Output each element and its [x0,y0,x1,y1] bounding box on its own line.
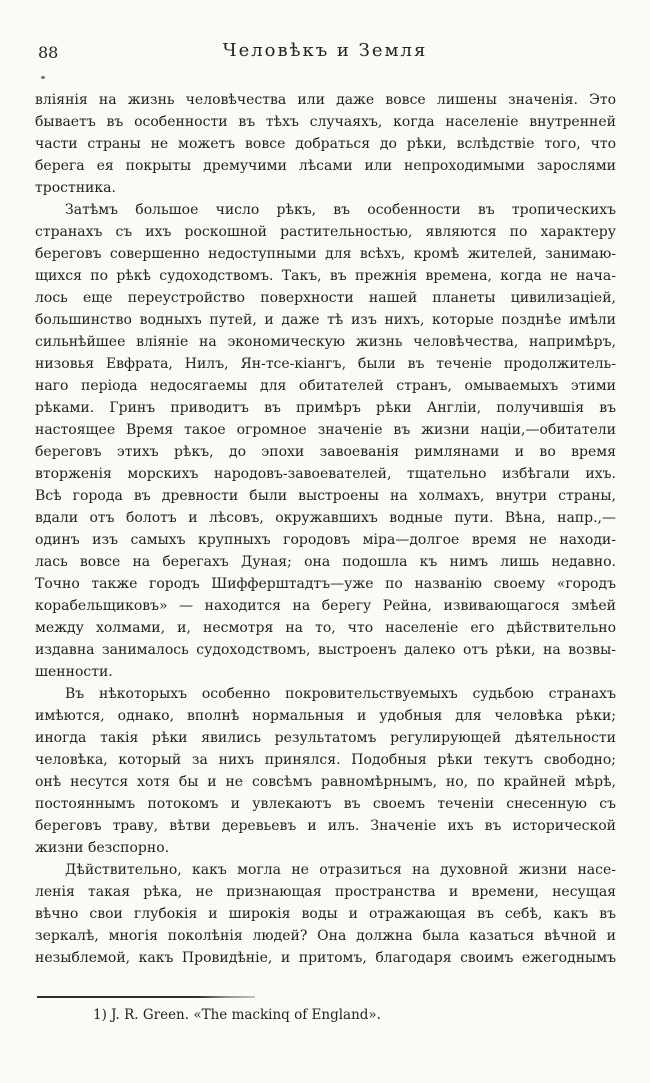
text-line: низовья Евфрата, Нилъ, Ян-тсе-кіангъ, были въ теченіе продолжитель- [35,356,616,372]
text-line: щихся по рѣкѣ судоходствомъ. Такъ, въ прежнія времена, когда не нача- [35,268,616,284]
text-line: бываетъ въ особенности въ тѣхъ случаяхъ, когда населеніе внутренней [35,114,616,130]
footnote-rule [37,996,255,998]
text-line: жизни безспорно. [35,840,170,856]
text-line: одинъ изъ самыхъ крупныхъ городовъ міра—долгое время не находи- [35,532,616,548]
text-line: вліянія на жизнь человѣчества или даже вовсе лишены значенія. Это [35,92,616,108]
text-line: зеркалѣ, многія поколѣнія людей? Она должна была казаться вѣчной и [35,928,616,944]
text-line: имѣются, однако, вполнѣ нормальныя и удобныя для человѣка рѣки; [35,708,616,724]
text-line: вдали отъ болотъ и лѣсовъ, окружавшихъ водные пути. Вѣна, напр.,— [35,510,616,526]
text-line: вторженія морскихъ народовъ-завоевателей, тщательно избѣгали ихъ. [35,466,616,482]
text-line: Затѣмъ большое число рѣкъ, въ особенности въ тропическихъ [65,202,616,218]
page-header [0,40,650,66]
text-line: береговъ совершенно недоступными для всѣхъ, кромѣ жителей, занимаю- [35,246,616,262]
text-line: большинство водныхъ путей, и даже тѣ изъ нихъ, которые позднѣе имѣли [35,312,616,328]
text-line: Всѣ города въ древности были выстроены на холмахъ, внутри страны, [35,488,616,504]
text-line: иногда такія рѣки явились результатомъ регулирующей дѣятельности [35,730,616,746]
text-line: шенности. [35,664,113,680]
page-number: 88 [38,43,59,62]
text-line: береговъ траву, вѣтви деревьевъ и илъ. Значеніе ихъ въ исторической [35,818,616,834]
text-line: сильнѣйшее вліяніе на экономическую жизнь человѣчества, напримѣръ, [35,334,616,350]
text-line: странахъ съ ихъ роскошной растительностью, являются по характеру [35,224,616,240]
text-line: корабельщиковъ» — находится на берегу Рейна, извивающагося змѣей [35,598,616,614]
text-line: берега ея покрыты дремучими лѣсами или непроходимыми зарослями [35,158,616,174]
footnote: 1) J. R. Green. «The mackinq of England». [93,1007,381,1023]
text-line: наго періода недосягаемы для обитателей странъ, омываемыхъ этими [35,378,616,394]
text-line: Дѣйствительно, какъ могла не отразиться на духовной жизни насе- [65,862,616,878]
text-line: лась вовсе на берегахъ Дуная; она подошла къ нимъ лишь недавно. [35,554,616,570]
scan-speck-artifact [41,76,45,79]
text-body [35,89,616,969]
text-line: Точно также городъ Шифферштадтъ—уже по названію своему «городъ [35,576,616,592]
text-line: рѣками. Гринъ приводитъ въ примѣръ рѣки Англіи, получившія въ [35,400,616,416]
text-line: онѣ несутся хотя бы и не совсѣмъ равномѣрнымъ, но, по крайней мѣрѣ, [35,774,616,790]
text-line: вѣчно свои глубокія и широкія воды и отражающая въ себѣ, какъ въ [35,906,616,922]
text-line: незыблемой, какъ Провидѣніе, и притомъ, благодаря своимъ ежегоднымъ [35,950,616,966]
running-title: Человѣкъ и Земля [222,40,428,61]
text-line: между холмами, и, несмотря на то, что населеніе его дѣйствительно [35,620,616,636]
text-line: постояннымъ потокомъ и увлекаютъ въ своемъ теченіи снесенную съ [35,796,616,812]
text-line: ленія такая рѣка, не признающая пространства и времени, несущая [35,884,616,900]
text-line: береговъ этихъ рѣкъ, до эпохи завоеванія римлянами и во время [35,444,616,460]
text-line: тростника. [35,180,116,196]
text-line: Въ нѣкоторыхъ особенно покровительствуемыхъ судьбою странахъ [65,686,616,702]
text-line: лось еще переустройство поверхности нашей планеты цивилизаціей, [35,290,616,306]
text-line: издавна занималось судоходствомъ, выстроенъ далеко отъ рѣки, на возвы- [35,642,616,658]
text-line: настоящее Время такое огромное значеніе въ жизни націи,—обитатели [35,422,616,438]
text-line: человѣка, который за нихъ принялся. Подобныя рѣки текутъ свободно; [35,752,616,768]
text-line: части страны не можетъ вовсе добраться до рѣки, вслѣдствіе того, что [35,136,616,152]
